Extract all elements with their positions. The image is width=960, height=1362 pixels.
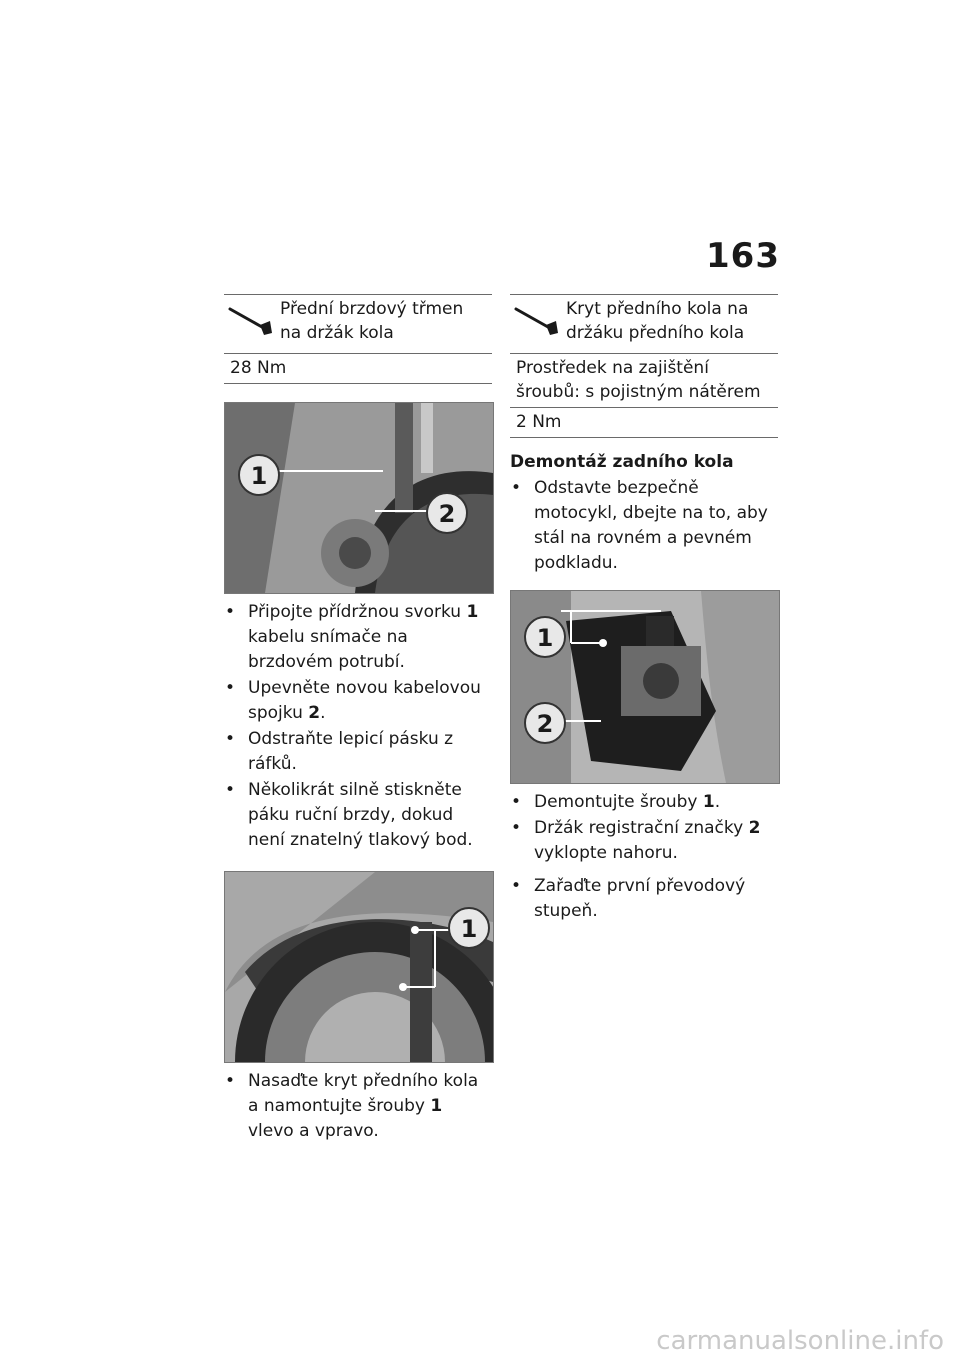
list-item: • Několikrát silně stiskněte páku ruční brzdy, dokud není znatelný tlakový bod. [224,780,473,850]
list-item: • Držák registrační značky 2 vyklopte nahoru. [510,818,761,863]
list-item: • Odstraňte lepicí pásku z ráfků. [224,729,454,774]
section-title: Demontáž zadního kola [510,452,734,472]
torque-wrench-icon [514,303,560,337]
torque-spec-note: Prostředek na zajištění šroubů: s pojistným nátěrem [510,354,778,408]
torque-spec-value: 28 Nm [224,354,492,384]
torque-spec-header [510,295,778,354]
callout-1-label: 1 [250,462,268,490]
bullet: • [510,818,522,838]
bullet: • [510,876,522,896]
bullet: • [510,478,522,498]
list-item: • Nasaďte kryt předního kola a namontujte šrouby 1 vlevo a vpravo. [224,1071,479,1141]
steps-list-rear-prep [510,476,778,576]
torque-spec-value: 2 Nm [510,408,778,438]
bullet: • [510,792,522,812]
list-item: • Demontujte šrouby 1. [510,790,778,815]
photo-license-plate-holder [510,590,780,784]
steps-list-fender [224,1069,492,1144]
list-item: • Zařaďte první převodový stupeň. [510,876,746,921]
torque-spec-label: Kryt předního kola na držáku předního kola [566,299,749,343]
torque-spec-front-caliper [224,294,492,384]
photo-front-fender [224,871,494,1063]
list-item: • Odstavte bezpečně motocykl, dbejte na to, aby stál na rovném a pevném podkladu. [510,478,768,573]
bullet: • [224,729,236,749]
page-number: 163 [706,236,780,276]
callout-2-label: 2 [536,710,554,738]
bullet: • [224,1071,236,1091]
list-item: • Upevněte novou kabelovou spojku 2. [224,678,481,723]
right-column [510,294,778,925]
callout-1-label: 1 [460,915,478,943]
bullet: • [224,602,236,622]
photo-brake-line-clamp [224,402,494,594]
callout-1-label: 1 [536,624,554,652]
steps-list-rear [510,790,778,924]
torque-spec-fender [510,294,778,438]
left-column [224,294,492,1145]
callout-2-label: 2 [438,500,456,528]
list-item: • Připojte přídržnou svorku 1 kabelu snímače na brzdovém potrubí. [224,602,479,672]
steps-list-front [224,600,492,853]
torque-spec-header [224,295,492,354]
watermark: carmanualsonline.info [656,1326,944,1356]
bullet: • [224,678,236,698]
bullet: • [224,780,236,800]
torque-spec-label: Přední brzdový třmen na držák kola [280,299,464,343]
torque-wrench-icon [228,303,274,337]
